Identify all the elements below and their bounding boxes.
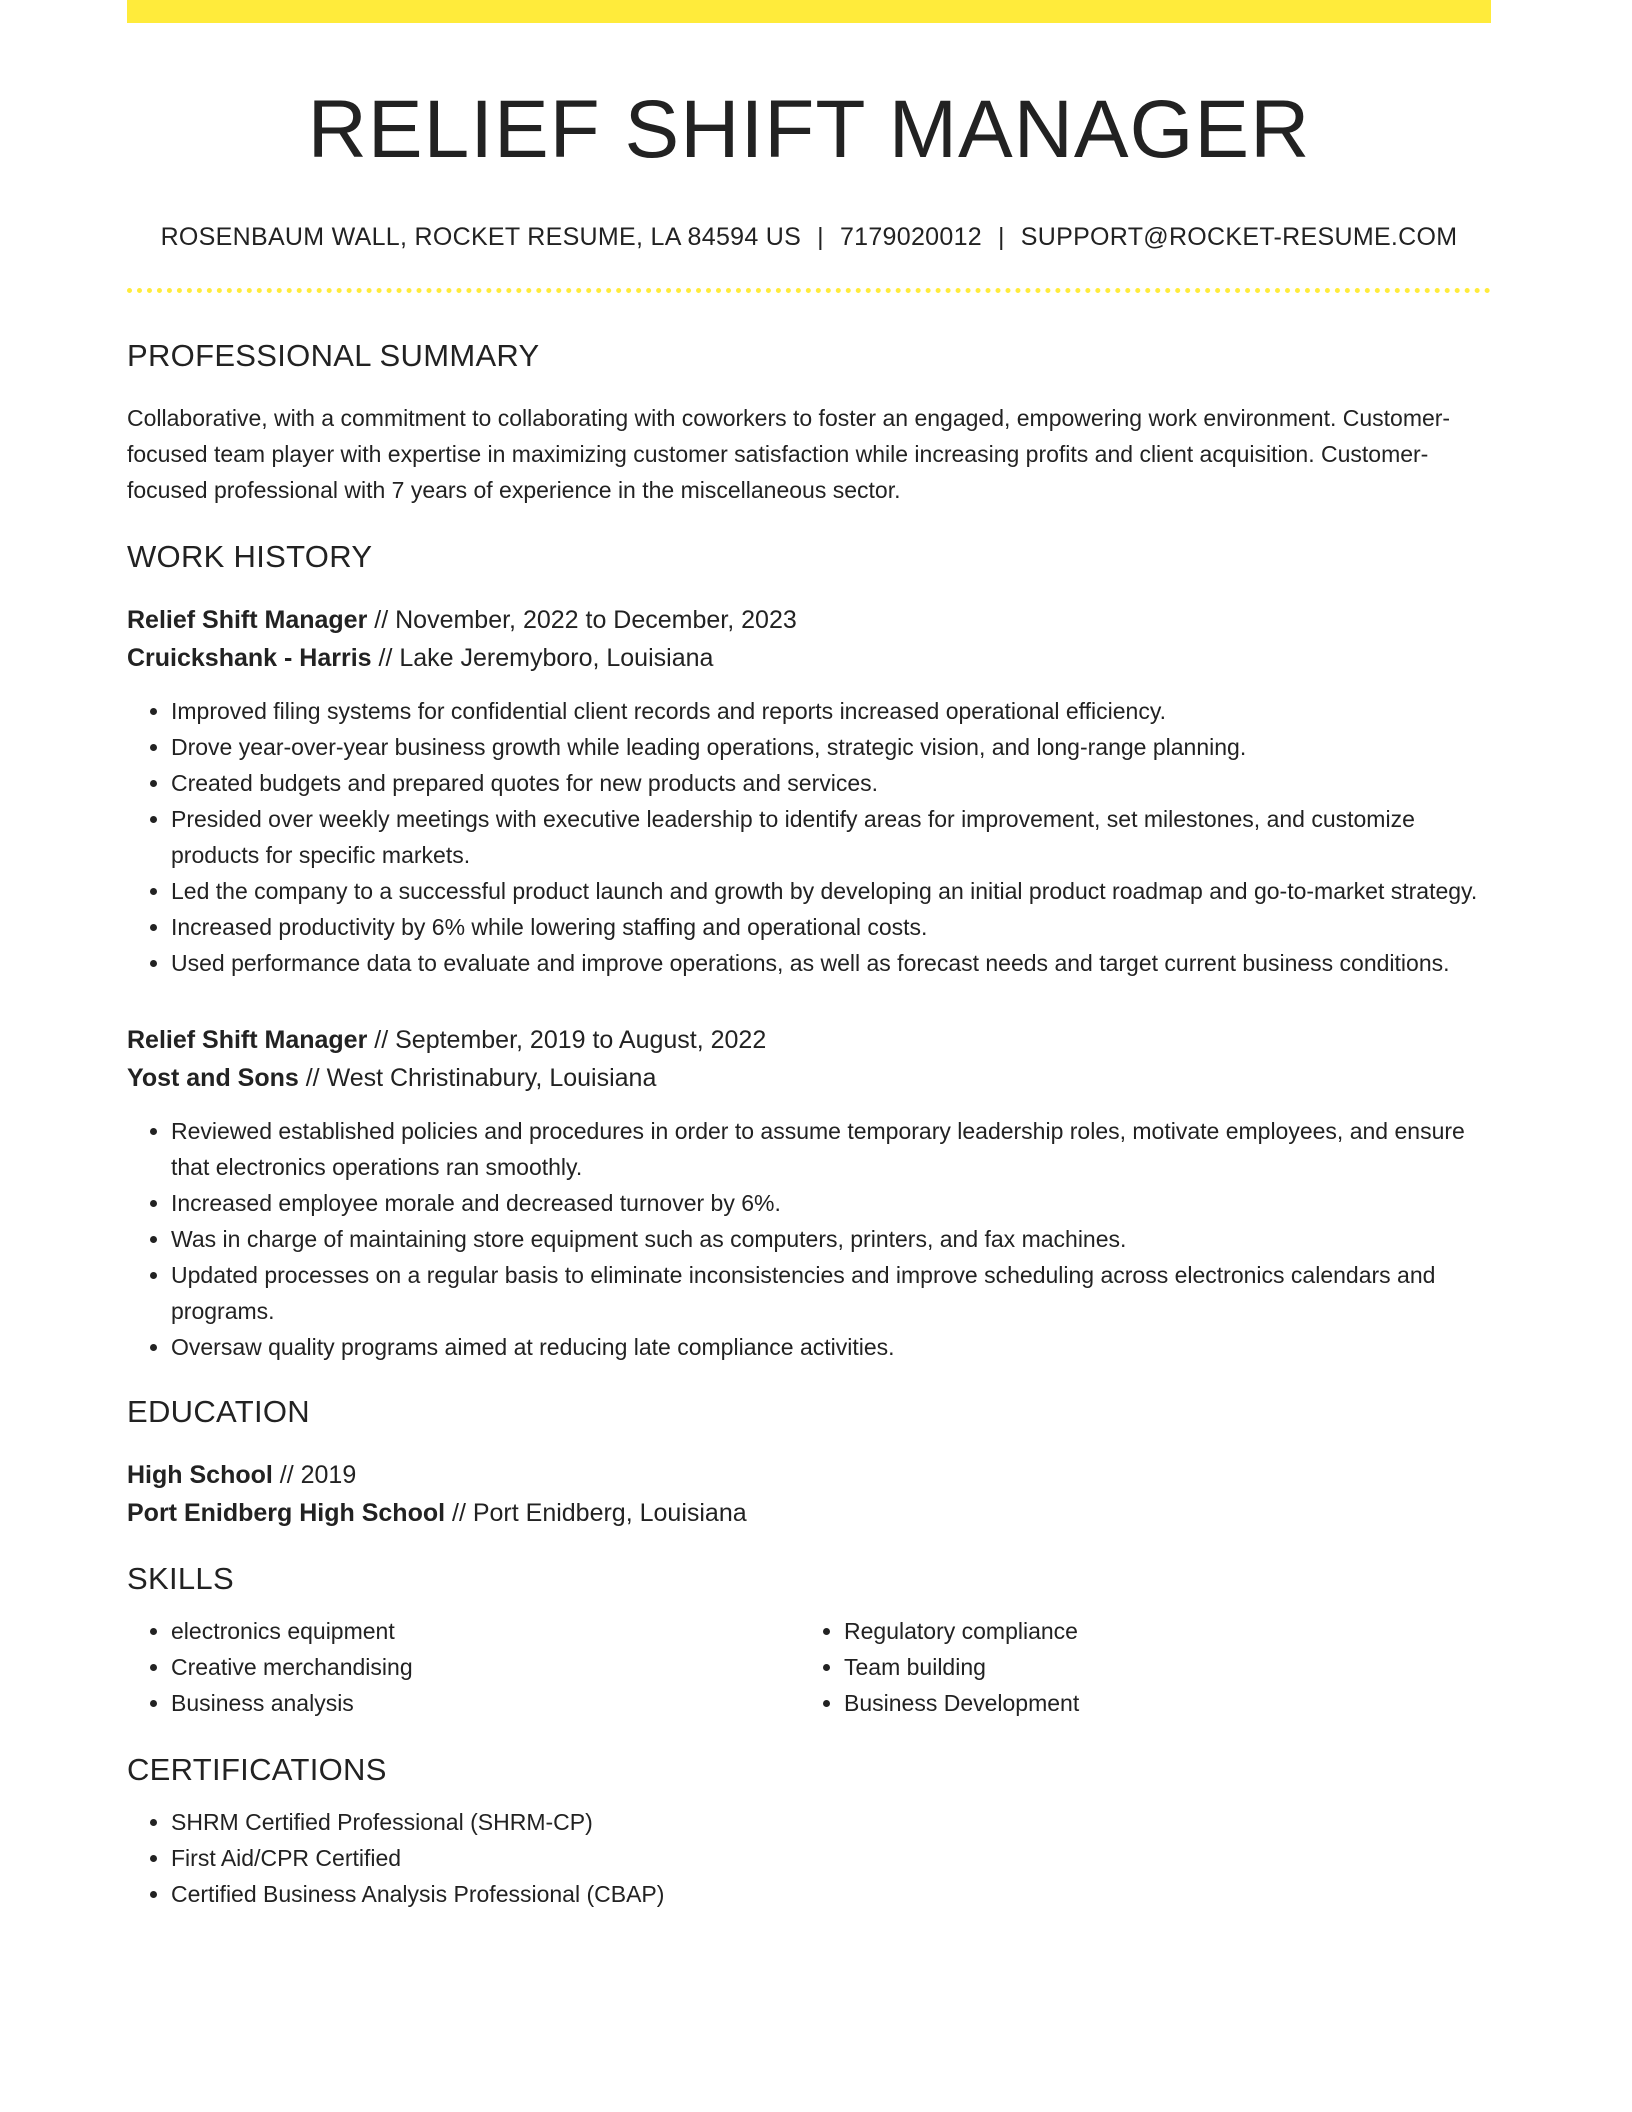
job-bullets bbox=[127, 693, 1491, 981]
section-title-work-history: WORK HISTORY bbox=[127, 538, 373, 574]
list-item: • Certified Business Analysis Professional (CBAP) bbox=[171, 1876, 1491, 1912]
list-item: • Increased productivity by 6% while lowering staffing and operational costs. bbox=[171, 909, 1491, 945]
section-title-certifications: CERTIFICATIONS bbox=[127, 1752, 387, 1788]
top-accent-bar bbox=[127, 0, 1491, 23]
list-item: • Team building bbox=[844, 1649, 1473, 1685]
job-company-line bbox=[127, 1059, 1491, 1097]
list-item: • Oversaw quality programs aimed at reducing late compliance activities. bbox=[171, 1329, 1491, 1365]
dotted-divider bbox=[127, 288, 1491, 293]
education-school: Port Enidberg High School bbox=[127, 1498, 446, 1527]
skills-columns bbox=[127, 1613, 1491, 1721]
skills-list-right bbox=[800, 1613, 1473, 1721]
job-role-line bbox=[127, 601, 1491, 639]
skills-column-right bbox=[800, 1613, 1473, 1721]
summary-text: Collaborative, with a commitment to collaborating with coworkers to foster an engaged, empowering work environment. Customer-focused team player with expertise in maximizing customer satisfaction while increasing profits and client acquisition. Customer-focused professional with 7 years of experience in the miscellaneous sector. bbox=[127, 404, 1451, 503]
job-dates: // September, 2019 to August, 2022 bbox=[367, 1025, 767, 1054]
list-item: • Drove year-over-year business growth while leading operations, strategic vision, and long-range planning. bbox=[171, 729, 1491, 765]
certifications-list bbox=[127, 1804, 1491, 1912]
education-entry bbox=[127, 1456, 1491, 1532]
list-item: • Led the company to a successful product launch and growth by developing an initial product roadmap and go-to-market strategy. bbox=[171, 873, 1491, 909]
list-item: • Regulatory compliance bbox=[844, 1613, 1473, 1649]
list-item: • Created budgets and prepared quotes for new products and services. bbox=[171, 765, 1491, 801]
list-item: • Updated processes on a regular basis to eliminate inconsistencies and improve scheduling across electronics calendars and programs. bbox=[171, 1257, 1491, 1329]
list-item: • Was in charge of maintaining store equipment such as computers, printers, and fax machines. bbox=[171, 1221, 1491, 1257]
education-location: // Port Enidberg, Louisiana bbox=[445, 1498, 747, 1527]
job-bullets bbox=[127, 1113, 1491, 1365]
skills-column-left bbox=[127, 1613, 800, 1721]
education-year: // 2019 bbox=[272, 1460, 357, 1489]
section-title-education: EDUCATION bbox=[127, 1393, 310, 1429]
job-role: Relief Shift Manager bbox=[127, 1025, 368, 1054]
education-degree-line bbox=[127, 1456, 1491, 1494]
list-item: • SHRM Certified Professional (SHRM-CP) bbox=[171, 1804, 1491, 1840]
education-degree: High School bbox=[127, 1460, 273, 1489]
job-header bbox=[127, 1021, 1491, 1097]
list-item: • Presided over weekly meetings with executive leadership to identify areas for improvement, set milestones, and customize products for specific markets. bbox=[171, 801, 1491, 873]
list-item: • electronics equipment bbox=[171, 1613, 800, 1649]
list-item: • Increased employee morale and decreased turnover by 6%. bbox=[171, 1185, 1491, 1221]
job-dates: // November, 2022 to December, 2023 bbox=[367, 605, 797, 634]
list-item: • Business analysis bbox=[171, 1685, 800, 1721]
contact-separator: | bbox=[997, 223, 1005, 252]
list-item: • Improved filing systems for confidential client records and reports increased operational efficiency. bbox=[171, 693, 1491, 729]
job-company: Cruickshank - Harris bbox=[127, 643, 372, 672]
job-company-line bbox=[127, 639, 1491, 677]
job-location: // Lake Jeremyboro, Louisiana bbox=[371, 643, 714, 672]
contact-address: ROSENBAUM WALL, ROCKET RESUME, LA 84594 US bbox=[160, 223, 802, 252]
job-company: Yost and Sons bbox=[127, 1063, 299, 1092]
job-role: Relief Shift Manager bbox=[127, 605, 368, 634]
contact-email: SUPPORT@ROCKET-RESUME.COM bbox=[1020, 223, 1458, 252]
section-title-summary: PROFESSIONAL SUMMARY bbox=[127, 338, 540, 374]
list-item: • First Aid/CPR Certified bbox=[171, 1840, 1491, 1876]
resume-page bbox=[127, 0, 1491, 1912]
education-school-line bbox=[127, 1494, 1491, 1532]
job-header bbox=[127, 601, 1491, 677]
list-item: • Reviewed established policies and procedures in order to assume temporary leadership roles, motivate employees, and ensure that electronics operations ran smoothly. bbox=[171, 1113, 1491, 1185]
list-item: • Used performance data to evaluate and improve operations, as well as forecast needs and target current business conditions. bbox=[171, 945, 1491, 981]
contact-phone: 7179020012 bbox=[839, 223, 982, 252]
resume-title: RELIEF SHIFT MANAGER bbox=[307, 84, 1311, 175]
list-item: • Creative merchandising bbox=[171, 1649, 800, 1685]
job-role-line bbox=[127, 1021, 1491, 1059]
skills-list-left bbox=[127, 1613, 800, 1721]
job-location: // West Christinabury, Louisiana bbox=[298, 1063, 657, 1092]
list-item: • Business Development bbox=[844, 1685, 1473, 1721]
contact-separator: | bbox=[817, 223, 824, 252]
section-title-skills: SKILLS bbox=[127, 1560, 234, 1596]
contact-line bbox=[127, 223, 1491, 252]
